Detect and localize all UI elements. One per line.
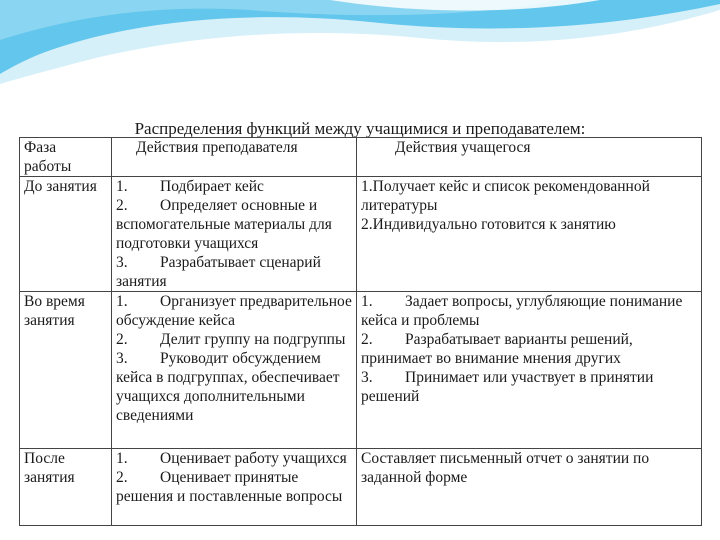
- table-row: [20, 449, 702, 526]
- list-item: 2. Разрабатывает варианты решений, принимает во внимание мнения других: [361, 331, 633, 367]
- list-item: 1. Организует предварительное обсуждение кейса: [116, 293, 352, 329]
- teacher-cell: [112, 292, 357, 449]
- teacher-cell: [112, 177, 357, 292]
- phase-cell: После занятия: [20, 449, 112, 526]
- list-item: 1. Подбирает кейс: [116, 178, 264, 195]
- table-row: [20, 177, 702, 292]
- list-item: 3. Руководит обсуждением кейса в подгруппах, обеспечивает учащихся дополнительными сведениями: [116, 350, 340, 424]
- table-title: Распределения функций между учащимися и преподавателем:: [134, 119, 586, 138]
- list-item: Составляет письменный отчет о занятии по заданной форме: [361, 450, 650, 486]
- list-item: 1.Получает кейс и список рекомендованной литературы: [361, 178, 650, 214]
- list-item: 2. Делит группу на подгруппы: [116, 331, 346, 348]
- phase-cell: До занятия: [20, 177, 112, 292]
- list-item: 2.Индивидуально готовится к занятию: [361, 216, 616, 233]
- phase-cell: Во время занятия: [20, 292, 112, 449]
- list-item: 1. Оценивает работу учащихся: [116, 450, 347, 467]
- functions-table: [19, 137, 702, 526]
- list-item: 3. Принимает или участвует в принятии решений: [361, 369, 654, 405]
- header-student: Действия учащегося: [357, 138, 702, 177]
- list-item: 1. Задает вопросы, углубляющие понимание кейса и проблемы: [361, 293, 683, 329]
- header-teacher: Действия преподавателя: [112, 138, 357, 177]
- list-item: 2. Определяет основные и вспомогательные материалы для подготовки учащихся: [116, 197, 332, 252]
- student-cell: [357, 449, 702, 526]
- list-item: 3. Разрабатывает сценарий занятия: [116, 254, 321, 290]
- table-row: [20, 292, 702, 449]
- student-cell: [357, 292, 702, 449]
- list-item: 2. Оценивает принятые решения и поставленные вопросы: [116, 469, 343, 505]
- header-wave-decoration: [0, 0, 720, 90]
- student-cell: [357, 177, 702, 292]
- header-phase: Фаза работы: [20, 138, 112, 177]
- table-header-row: [20, 138, 702, 177]
- teacher-cell: [112, 449, 357, 526]
